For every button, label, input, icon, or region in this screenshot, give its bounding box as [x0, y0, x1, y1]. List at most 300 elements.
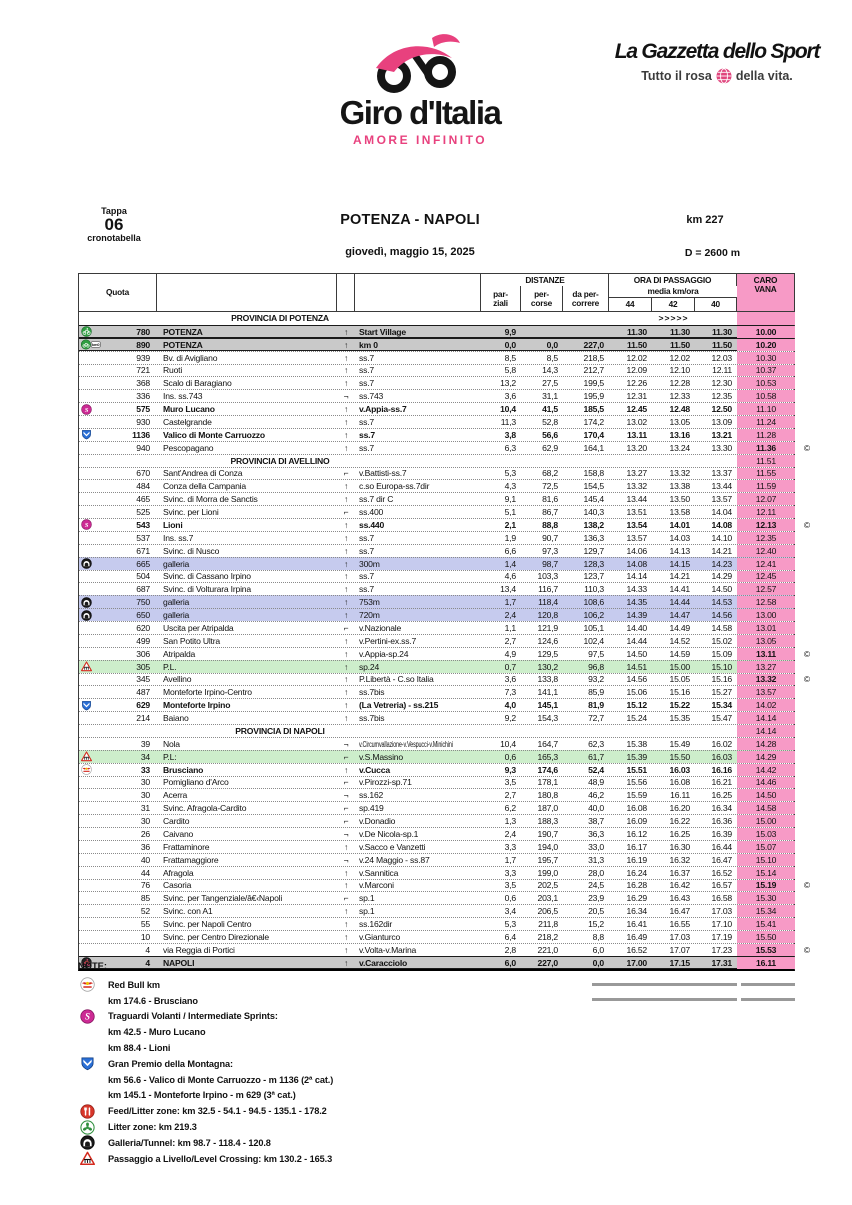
distance-percorse: 206,5	[537, 906, 558, 917]
turn-direction-icon: ↑	[343, 339, 349, 350]
distance-parziali: 1,3	[504, 816, 516, 827]
header-percorse: per- corse	[521, 286, 563, 311]
time-at-40kmh: 16.44	[711, 841, 732, 852]
route-icon-cell	[79, 789, 103, 801]
time-at-42kmh: 15.35	[669, 713, 690, 724]
feed-icon	[80, 1104, 95, 1119]
time-at-44kmh: 12.02	[626, 352, 647, 363]
table-row	[79, 492, 794, 505]
route-icon-cell	[79, 867, 103, 879]
distance-da-percorrere: 93,2	[588, 674, 604, 685]
location-name: Brusciano	[163, 764, 204, 775]
distance-da-percorrere: 62,3	[588, 738, 604, 749]
distance-parziali: 13,4	[500, 584, 516, 595]
distance-parziali: 9,9	[504, 326, 516, 337]
route-icon-cell	[79, 777, 103, 789]
time-at-42kmh: 17.07	[669, 944, 690, 955]
time-at-40kmh: 16.21	[711, 777, 732, 788]
location-name: galleria	[163, 558, 190, 569]
distance-parziali: 2,1	[504, 519, 516, 530]
time-at-40kmh: 12.35	[711, 391, 732, 402]
road-name: v.Pertini-ex.ss.7	[359, 635, 417, 646]
location-name: Svinc. per Napoli Centro	[163, 919, 252, 930]
road-name: ss.162	[359, 790, 384, 801]
carovana-time: 10.37	[737, 365, 795, 377]
time-at-40kmh: 11.50	[711, 339, 732, 350]
time-at-42kmh: 16.03	[669, 764, 690, 775]
road-name: 753m	[359, 597, 380, 608]
svg-text:S: S	[84, 522, 89, 530]
location-name: Nola	[163, 738, 180, 749]
time-at-42kmh: 15.50	[669, 751, 690, 762]
carovana-time: 12.07	[737, 493, 795, 505]
distance-parziali: 3,6	[504, 391, 516, 402]
distance-da-percorrere: 52,4	[588, 764, 604, 775]
sprint-icon-legend	[78, 1009, 108, 1024]
distance-parziali: 10,4	[500, 404, 516, 415]
time-at-40kmh: 16.03	[711, 751, 732, 762]
route-icon-cell	[79, 764, 103, 776]
stage-distance: km 227	[686, 214, 724, 226]
distance-da-percorrere: 110,3	[584, 584, 604, 595]
time-at-40kmh: 12.30	[711, 378, 732, 389]
road-name: (La Vetreria) - ss.215	[359, 700, 439, 711]
location-name: Svinc. per Tangenziale/â€‹Napoli	[163, 893, 283, 904]
redbull-icon	[81, 764, 92, 775]
distance-da-percorrere: 20,5	[588, 906, 604, 917]
time-at-42kmh: 14.44	[669, 597, 690, 608]
carovana-time: 15.50	[737, 931, 795, 943]
distance-da-percorrere: 46,2	[588, 790, 604, 801]
header-parziali: par- ziali	[481, 286, 521, 311]
gazzetta-tag-pre: Tutto il rosa	[641, 69, 712, 83]
carovana-time: 13.57	[737, 686, 795, 698]
distance-da-percorrere: 23,9	[588, 893, 604, 904]
carovana-time: 14.58	[737, 802, 795, 814]
carovana-time: 14.14	[737, 725, 795, 737]
gazzetta-tag-post: della vita.	[735, 69, 793, 83]
distance-da-percorrere: 218,5	[583, 352, 604, 363]
header-quota: Quota	[79, 274, 157, 311]
time-at-42kmh: 15.49	[669, 738, 690, 749]
time-at-40kmh: 15.09	[711, 648, 732, 659]
distance-parziali: 6,4	[504, 931, 516, 942]
note-text: Red Bull km	[108, 979, 160, 990]
quota-value: 36	[140, 841, 150, 852]
province-section-row	[79, 454, 794, 467]
route-icon-cell	[79, 918, 103, 930]
road-name: ss.7	[359, 378, 374, 389]
table-row	[79, 685, 794, 698]
distance-parziali: 3,3	[504, 841, 516, 852]
distance-percorse: 190,7	[537, 828, 558, 839]
quota-value: 670	[136, 468, 150, 479]
time-at-44kmh: 16.17	[626, 841, 647, 852]
turn-direction-icon: ↑	[343, 931, 349, 942]
location-name: Sant'Andrea di Conza	[163, 468, 243, 479]
time-at-44kmh: 17.00	[626, 957, 647, 968]
sprint-icon	[81, 519, 92, 530]
route-icon-cell	[79, 712, 103, 724]
turn-direction-icon: ↑	[343, 661, 349, 672]
distance-da-percorrere: 81,9	[588, 700, 604, 711]
time-at-40kmh: 16.36	[711, 816, 732, 827]
time-at-42kmh: 16.32	[669, 854, 690, 865]
time-at-44kmh: 15.12	[626, 700, 647, 711]
turn-direction-icon: ↑	[343, 558, 349, 569]
time-at-44kmh: 15.56	[626, 777, 647, 788]
road-name: ss.7	[359, 571, 374, 582]
distance-percorse: 130,2	[537, 661, 558, 672]
distance-parziali: 2,7	[504, 790, 516, 801]
time-at-40kmh: 17.19	[711, 931, 732, 942]
turn-direction-icon: ↑	[343, 365, 349, 376]
province-label: PROVINCIA DI POTENZA	[231, 313, 329, 324]
road-name: ss.7	[359, 442, 374, 453]
route-icon-cell	[79, 468, 103, 480]
level-crossing-icon-legend	[78, 1151, 108, 1166]
time-at-44kmh: 11.50	[626, 339, 647, 350]
table-row	[79, 428, 794, 441]
time-at-42kmh: 13.05	[669, 416, 690, 427]
location-name: POTENZA	[163, 339, 203, 350]
road-name: sp.1	[359, 906, 375, 917]
time-at-42kmh: 13.16	[669, 429, 690, 440]
distance-parziali: 3,5	[504, 880, 516, 891]
time-at-44kmh: 16.08	[626, 803, 647, 814]
distance-parziali: 9,3	[504, 764, 516, 775]
turn-direction-icon: ↑	[343, 404, 349, 415]
location-name: Caivano	[163, 828, 194, 839]
carovana-time: 11.59	[737, 480, 795, 492]
time-at-42kmh: 13.50	[669, 494, 690, 505]
road-name: v.Volta-v.Marina	[359, 944, 417, 955]
carovana-time: 11.28	[737, 429, 795, 441]
distance-percorse: 145,1	[537, 700, 558, 711]
route-icon-cell	[79, 609, 103, 621]
table-row	[79, 621, 794, 634]
stage-number-block	[80, 206, 148, 243]
time-at-40kmh: 16.58	[711, 893, 732, 904]
distance-percorse: 31,1	[542, 391, 558, 402]
distance-da-percorrere: 158,8	[583, 468, 604, 479]
distance-da-percorrere: 105,1	[583, 622, 604, 633]
distance-parziali: 1,9	[504, 532, 516, 543]
time-at-44kmh: 15.38	[626, 738, 647, 749]
distance-percorse: 120,8	[537, 610, 558, 621]
section-arrows: >>>>>	[658, 313, 689, 324]
route-icon-cell	[79, 596, 103, 608]
stage-title: POTENZA - NAPOLI	[340, 212, 480, 228]
quota-value: 890	[136, 339, 150, 350]
quota-value: 368	[136, 378, 150, 389]
location-name: Valico di Monte Carruozzo	[163, 429, 265, 440]
route-icon-cell	[79, 377, 103, 389]
province-section-row	[79, 312, 794, 325]
note-text: Traguardi Volanti / Intermediate Sprints:	[108, 1011, 278, 1022]
road-name: ss.7bis	[359, 687, 385, 698]
quota-value: 487	[136, 687, 150, 698]
location-name: Pescopagano	[163, 442, 214, 453]
turn-direction-icon: ⌐	[343, 777, 349, 788]
note-text: km 42.5 - Muro Lucano	[108, 1027, 206, 1038]
distance-percorse: 221,0	[537, 944, 558, 955]
time-at-42kmh: 16.22	[669, 816, 690, 827]
distance-da-percorrere: 212,7	[583, 365, 604, 376]
signature-line	[592, 998, 795, 1001]
note-line	[78, 1119, 618, 1135]
level-crossing-icon	[81, 661, 92, 672]
distance-da-percorrere: 6,0	[592, 944, 604, 955]
road-name: v.Marconi	[359, 880, 394, 891]
distance-parziali: 4,6	[504, 571, 516, 582]
carovana-time: 11.36	[737, 442, 795, 454]
distance-percorse: 81,6	[542, 494, 558, 505]
distance-percorse: 27,5	[542, 378, 558, 389]
table-row	[79, 647, 810, 660]
location-name: P.L.	[163, 661, 177, 672]
road-name: 720m	[359, 610, 380, 621]
table-row	[79, 595, 794, 608]
time-at-42kmh: 12.48	[669, 404, 690, 415]
distance-percorse: 199,0	[537, 867, 558, 878]
distance-percorse: 203,1	[537, 893, 558, 904]
time-at-40kmh: 13.37	[711, 468, 732, 479]
quota-value: 26	[140, 828, 150, 839]
carovana-time	[737, 312, 795, 325]
distance-da-percorrere: 33,0	[588, 841, 604, 852]
tunnel-icon-legend	[78, 1135, 108, 1150]
time-at-42kmh: 14.15	[669, 558, 690, 569]
distance-da-percorrere: 199,5	[583, 378, 604, 389]
location-name: Svinc. Afragola-Cardito	[163, 803, 247, 814]
time-at-40kmh: 15.10	[711, 661, 732, 672]
distance-parziali: 0,7	[504, 661, 516, 672]
quota-value: 76	[140, 880, 150, 891]
distance-parziali: 1,1	[504, 622, 516, 633]
distance-da-percorrere: 185,5	[583, 404, 604, 415]
carovana-time: 14.28	[737, 738, 795, 750]
distance-parziali: 0,0	[504, 339, 516, 350]
quota-value: 930	[136, 416, 150, 427]
time-at-40kmh: 16.16	[711, 764, 732, 775]
road-name: sp.419	[359, 803, 384, 814]
distance-da-percorrere: 170,4	[583, 429, 604, 440]
distance-percorse: 98,7	[542, 558, 558, 569]
time-at-42kmh: 13.32	[669, 468, 690, 479]
route-icon-cell	[79, 686, 103, 698]
distance-parziali: 6,2	[504, 803, 516, 814]
turn-direction-icon: ↑	[343, 519, 349, 530]
gazzetta-globe-icon	[716, 68, 732, 84]
turn-direction-icon: ↑	[343, 481, 349, 492]
turn-direction-icon: ↑	[343, 674, 349, 685]
carovana-time: 15.07	[737, 841, 795, 853]
time-at-42kmh: 13.38	[669, 481, 690, 492]
time-at-40kmh: 14.50	[711, 584, 732, 595]
distance-parziali: 3,3	[504, 867, 516, 878]
header-speed-40: 40	[695, 298, 737, 311]
distance-parziali: 5,3	[504, 468, 516, 479]
carovana-time: 11.10	[737, 403, 795, 415]
road-name: ss.440	[359, 519, 385, 530]
time-at-44kmh: 11.30	[626, 326, 647, 337]
route-icon-cell	[79, 326, 103, 338]
distance-da-percorrere: 138,2	[583, 519, 604, 530]
table-row	[79, 325, 794, 338]
turn-direction-icon: ↑	[343, 494, 349, 505]
location-name: Acerra	[163, 790, 188, 801]
turn-direction-icon: ↑	[343, 597, 349, 608]
location-name: Svinc. per Centro Direzionale	[163, 931, 269, 942]
note-line	[78, 1088, 618, 1104]
time-at-40kmh: 17.23	[711, 944, 732, 955]
time-at-40kmh: 14.53	[711, 597, 732, 608]
location-name: Casoria	[163, 880, 192, 891]
time-at-40kmh: 13.09	[711, 416, 732, 427]
time-at-40kmh: 17.10	[711, 919, 732, 930]
location-name: galleria	[163, 597, 190, 608]
quota-value: 336	[136, 391, 150, 402]
distance-percorse: 88,8	[542, 519, 558, 530]
road-name: Start Village	[359, 326, 406, 337]
time-at-42kmh: 14.01	[669, 519, 690, 530]
gazzetta-tagline	[612, 68, 822, 84]
road-name: v.Appia-ss.7	[359, 404, 407, 415]
quota-value: 10	[140, 931, 150, 942]
header-turn	[337, 274, 355, 311]
quota-value: 4	[145, 957, 150, 968]
road-name: v.Donadio	[359, 816, 396, 827]
route-icon-cell	[79, 519, 103, 531]
distance-da-percorrere: 123,7	[583, 571, 604, 582]
note-line	[78, 1009, 618, 1025]
road-name: v.Caracciolo	[359, 957, 408, 968]
quota-value: 305	[136, 661, 150, 672]
distance-parziali: 2,8	[504, 944, 516, 955]
distance-percorse: 154,3	[537, 713, 558, 724]
turn-direction-icon: ↑	[343, 944, 349, 955]
turn-direction-icon: ↑	[343, 532, 349, 543]
quota-value: 30	[140, 790, 150, 801]
time-at-42kmh: 12.10	[669, 365, 690, 376]
distance-percorse: 165,3	[537, 751, 558, 762]
table-row	[79, 801, 794, 814]
note-line	[78, 1024, 618, 1040]
distance-percorse: 202,5	[537, 880, 558, 891]
table-row	[79, 389, 794, 402]
table-row	[79, 879, 810, 892]
distance-da-percorrere: 145,4	[583, 494, 604, 505]
route-icon-cell	[79, 352, 103, 364]
note-line	[78, 1135, 618, 1151]
quota-value: 40	[140, 854, 150, 865]
distance-percorse: 194,0	[537, 841, 558, 852]
time-at-44kmh: 14.40	[626, 622, 647, 633]
time-at-42kmh: 15.22	[669, 700, 690, 711]
distance-percorse: 133,8	[537, 674, 558, 685]
location-name: San Potito Ultra	[163, 635, 220, 646]
road-name: ss.7	[359, 545, 374, 556]
quota-value: 629	[136, 700, 150, 711]
carovana-time: 16.11	[737, 957, 795, 969]
copyright-mark: ©	[803, 674, 810, 685]
distance-percorse: 62,9	[542, 442, 558, 453]
distance-parziali: 7,3	[504, 687, 516, 698]
time-at-40kmh: 16.25	[711, 790, 732, 801]
distance-da-percorrere	[563, 326, 609, 338]
turn-direction-icon: ↑	[343, 700, 349, 711]
time-at-40kmh: 16.02	[711, 738, 732, 749]
copyright-mark: ©	[803, 442, 810, 453]
time-at-44kmh: 15.39	[626, 751, 647, 762]
distance-percorse: 56,6	[542, 429, 558, 440]
distance-da-percorrere: 40,0	[588, 803, 604, 814]
distance-percorse: 68,2	[542, 468, 558, 479]
time-at-42kmh: 14.21	[669, 571, 690, 582]
table-row	[79, 441, 810, 454]
carovana-time: 12.13	[737, 519, 795, 531]
quota-value: 4	[145, 944, 150, 955]
time-at-44kmh: 16.12	[626, 828, 647, 839]
time-at-40kmh: 14.29	[711, 571, 732, 582]
distance-parziali: 9,1	[504, 494, 516, 505]
distance-da-percorrere: 8,8	[592, 931, 604, 942]
header-ora-di-passaggio: ORA DI PASSAGGIO	[608, 274, 737, 286]
note-line	[78, 993, 618, 1009]
time-at-40kmh: 13.30	[711, 442, 732, 453]
time-at-42kmh: 12.33	[669, 391, 690, 402]
distance-parziali: 5,1	[504, 507, 516, 518]
time-at-44kmh: 16.28	[626, 880, 647, 891]
distance-parziali: 1,7	[504, 597, 516, 608]
route-icon-cell	[79, 802, 103, 814]
giro-logo-name: Giro d'Italia	[339, 94, 501, 131]
table-row	[79, 711, 794, 724]
svg-text:km0: km0	[91, 342, 100, 348]
time-at-44kmh: 16.09	[626, 816, 647, 827]
time-at-44kmh: 12.26	[626, 378, 647, 389]
quota-value: 306	[136, 648, 150, 659]
distance-percorse: 195,7	[537, 854, 558, 865]
location-name: Monteforte Irpino	[163, 700, 231, 711]
carovana-time: 15.00	[737, 815, 795, 827]
svg-text:S: S	[85, 1011, 90, 1022]
time-at-44kmh: 15.51	[626, 764, 647, 775]
quota-value: 721	[136, 365, 150, 376]
carovana-time: 14.14	[737, 712, 795, 724]
table-row	[79, 840, 794, 853]
tunnel-icon	[80, 1135, 95, 1150]
turn-direction-icon: ↑	[343, 416, 349, 427]
time-at-42kmh: 14.03	[669, 532, 690, 543]
turn-direction-icon: ↑	[343, 841, 349, 852]
distance-percorse: 129,5	[537, 648, 558, 659]
time-at-42kmh: 13.24	[669, 442, 690, 453]
route-icon-cell	[79, 416, 103, 428]
carovana-time: 15.19	[737, 880, 795, 892]
distance-da-percorrere: 154,5	[583, 481, 604, 492]
turn-direction-icon: ⌐	[343, 507, 349, 518]
time-at-42kmh: 16.08	[669, 777, 690, 788]
location-name: Svinc. con A1	[163, 906, 213, 917]
distance-da-percorrere: 227,0	[583, 339, 604, 350]
turn-direction-icon: ⌐	[343, 751, 349, 762]
note-line	[78, 1072, 618, 1088]
route-icon-cell	[79, 635, 103, 647]
table-row	[79, 891, 794, 904]
distance-percorse: 124,6	[537, 635, 558, 646]
